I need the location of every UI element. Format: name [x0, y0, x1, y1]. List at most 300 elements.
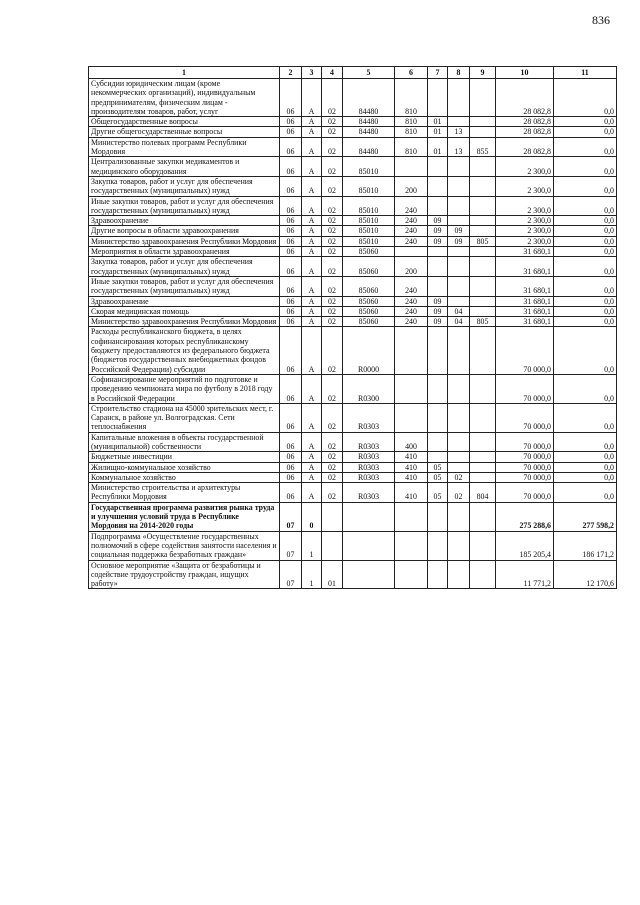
row-name-cell: Министерство строительства и архитектуры Республики Мордовия [89, 483, 280, 503]
activity-code-cell: 02 [322, 327, 343, 374]
program-code-cell: 06 [280, 432, 302, 452]
amount-year1-cell: 31 680,1 [496, 296, 554, 306]
ministry-code-cell [470, 502, 496, 531]
table-header-row [89, 67, 617, 79]
expense-type-cell: 240 [395, 226, 428, 236]
ministry-code-cell [470, 176, 496, 196]
column-header: 7 [428, 67, 448, 79]
expense-type-cell: 410 [395, 452, 428, 462]
subsection-cell [448, 374, 470, 403]
subprogram-code-cell: А [302, 216, 322, 226]
direction-code-cell [343, 560, 395, 589]
subprogram-code-cell: А [302, 257, 322, 277]
direction-code-cell: 85060 [343, 296, 395, 306]
row-name-cell: Министерство полевых программ Республики Мордовия [89, 137, 280, 157]
subprogram-code-cell: А [302, 452, 322, 462]
program-code-cell: 07 [280, 560, 302, 589]
amount-year2-cell: 0,0 [554, 137, 617, 157]
direction-code-cell: R0303 [343, 462, 395, 472]
subprogram-code-cell: А [302, 327, 322, 374]
expense-type-cell [395, 327, 428, 374]
subsection-cell [448, 176, 470, 196]
amount-year1-cell: 70 000,0 [496, 472, 554, 482]
ministry-code-cell [470, 531, 496, 560]
subprogram-code-cell: А [302, 176, 322, 196]
subprogram-code-cell: А [302, 236, 322, 246]
amount-year1-cell: 70 000,0 [496, 462, 554, 472]
amount-year1-cell: 70 000,0 [496, 432, 554, 452]
subprogram-code-cell: А [302, 157, 322, 177]
row-name-cell: Здравоохранение [89, 216, 280, 226]
subsection-cell [448, 296, 470, 306]
amount-year2-cell: 0,0 [554, 472, 617, 482]
amount-year2-cell: 0,0 [554, 462, 617, 472]
table-row [89, 127, 617, 137]
subsection-cell: 02 [448, 483, 470, 503]
section-cell: 01 [428, 137, 448, 157]
amount-year1-cell: 31 680,1 [496, 247, 554, 257]
ministry-code-cell [470, 117, 496, 127]
program-code-cell: 07 [280, 531, 302, 560]
amount-year2-cell: 0,0 [554, 432, 617, 452]
amount-year2-cell: 0,0 [554, 452, 617, 462]
expense-type-cell: 400 [395, 432, 428, 452]
subsection-cell [448, 502, 470, 531]
row-name-cell: Расходы республиканского бюджета, в целях софинансирования которых республиканскому бюджету предоставляются из федерального бюджета (бюджетов государственных внебюджетных фондов Российской Федерации) субсидии [89, 327, 280, 374]
direction-code-cell [343, 531, 395, 560]
amount-year2-cell: 0,0 [554, 483, 617, 503]
subprogram-code-cell: А [302, 137, 322, 157]
subsection-cell [448, 257, 470, 277]
program-code-cell: 06 [280, 483, 302, 503]
activity-code-cell: 02 [322, 472, 343, 482]
program-code-cell: 06 [280, 452, 302, 462]
table-row [89, 531, 617, 560]
activity-code-cell: 02 [322, 117, 343, 127]
section-cell: 05 [428, 472, 448, 482]
amount-year1-cell: 2 300,0 [496, 236, 554, 246]
row-name-cell: Бюджетные инвестиции [89, 452, 280, 462]
ministry-code-cell: 805 [470, 317, 496, 327]
subprogram-code-cell: А [302, 117, 322, 127]
direction-code-cell: R0303 [343, 432, 395, 452]
amount-year1-cell: 28 082,8 [496, 117, 554, 127]
column-header: 2 [280, 67, 302, 79]
amount-year1-cell: 31 680,1 [496, 306, 554, 316]
subsection-cell [448, 403, 470, 432]
activity-code-cell: 02 [322, 276, 343, 296]
activity-code-cell: 02 [322, 483, 343, 503]
column-header: 6 [395, 67, 428, 79]
table-row [89, 226, 617, 236]
amount-year2-cell: 0,0 [554, 79, 617, 117]
amount-year2-cell: 0,0 [554, 127, 617, 137]
section-cell [428, 502, 448, 531]
table-row [89, 452, 617, 462]
activity-code-cell: 02 [322, 432, 343, 452]
activity-code-cell: 01 [322, 560, 343, 589]
direction-code-cell: 85010 [343, 157, 395, 177]
column-header: 9 [470, 67, 496, 79]
section-cell: 09 [428, 216, 448, 226]
section-cell [428, 276, 448, 296]
subprogram-code-cell: 0 [302, 502, 322, 531]
column-header: 4 [322, 67, 343, 79]
direction-code-cell: 84480 [343, 117, 395, 127]
amount-year1-cell: 2 300,0 [496, 157, 554, 177]
section-cell [428, 196, 448, 216]
amount-year2-cell: 0,0 [554, 216, 617, 226]
direction-code-cell: 85010 [343, 216, 395, 226]
subsection-cell [448, 79, 470, 117]
subprogram-code-cell: А [302, 306, 322, 316]
amount-year1-cell: 28 082,8 [496, 79, 554, 117]
subsection-cell: 09 [448, 236, 470, 246]
column-header: 11 [554, 67, 617, 79]
program-code-cell: 06 [280, 117, 302, 127]
table-row [89, 176, 617, 196]
subprogram-code-cell: А [302, 247, 322, 257]
amount-year1-cell: 28 082,8 [496, 127, 554, 137]
program-code-cell: 06 [280, 257, 302, 277]
program-code-cell: 06 [280, 462, 302, 472]
ministry-code-cell [470, 79, 496, 117]
activity-code-cell: 02 [322, 176, 343, 196]
program-code-cell: 06 [280, 374, 302, 403]
amount-year2-cell: 0,0 [554, 306, 617, 316]
direction-code-cell: 85010 [343, 236, 395, 246]
ministry-code-cell [470, 462, 496, 472]
program-code-cell: 06 [280, 327, 302, 374]
direction-code-cell: 85010 [343, 176, 395, 196]
row-name-cell: Другие общегосударственные вопросы [89, 127, 280, 137]
amount-year2-cell: 0,0 [554, 226, 617, 236]
subprogram-code-cell: А [302, 472, 322, 482]
amount-year2-cell: 0,0 [554, 247, 617, 257]
ministry-code-cell [470, 216, 496, 226]
table-row [89, 403, 617, 432]
subprogram-code-cell: А [302, 432, 322, 452]
row-name-cell: Коммунальное хозяйство [89, 472, 280, 482]
program-code-cell: 06 [280, 247, 302, 257]
expense-type-cell [395, 560, 428, 589]
table-body [89, 79, 617, 589]
amount-year2-cell: 0,0 [554, 276, 617, 296]
row-name-cell: Субсидии юридическим лицам (кроме некоммерческих организаций), индивидуальным предпринимателям, физическим лицам - производителям товаров, работ, услуг [89, 79, 280, 117]
row-name-cell: Министерство здравоохранения Республики Мордовия [89, 317, 280, 327]
amount-year1-cell: 31 680,1 [496, 276, 554, 296]
ministry-code-cell: 805 [470, 236, 496, 246]
ministry-code-cell [470, 276, 496, 296]
subsection-cell [448, 462, 470, 472]
subprogram-code-cell: А [302, 127, 322, 137]
amount-year1-cell: 2 300,0 [496, 176, 554, 196]
section-cell [428, 452, 448, 462]
amount-year2-cell: 0,0 [554, 236, 617, 246]
amount-year1-cell: 275 288,6 [496, 502, 554, 531]
table-row [89, 502, 617, 531]
table-row [89, 236, 617, 246]
ministry-code-cell [470, 374, 496, 403]
row-name-cell: Министерство здравоохранения Республики Мордовия [89, 236, 280, 246]
table-row [89, 374, 617, 403]
budget-table [88, 66, 617, 589]
table-row [89, 317, 617, 327]
ministry-code-cell [470, 226, 496, 236]
subsection-cell [448, 247, 470, 257]
row-name-cell: Общегосударственные вопросы [89, 117, 280, 127]
column-header: 5 [343, 67, 395, 79]
program-code-cell: 06 [280, 127, 302, 137]
table-row [89, 432, 617, 452]
ministry-code-cell [470, 257, 496, 277]
ministry-code-cell [470, 196, 496, 216]
amount-year2-cell: 0,0 [554, 157, 617, 177]
section-cell [428, 79, 448, 117]
activity-code-cell: 02 [322, 403, 343, 432]
program-code-cell: 06 [280, 236, 302, 246]
subprogram-code-cell: А [302, 483, 322, 503]
program-code-cell: 06 [280, 403, 302, 432]
row-name-cell: Капитальные вложения в объекты государственной (муниципальной) собственности [89, 432, 280, 452]
direction-code-cell: 84480 [343, 79, 395, 117]
expense-type-cell [395, 157, 428, 177]
program-code-cell: 06 [280, 176, 302, 196]
table-row [89, 560, 617, 589]
section-cell [428, 327, 448, 374]
expense-type-cell [395, 247, 428, 257]
subprogram-code-cell: А [302, 79, 322, 117]
direction-code-cell: 85060 [343, 247, 395, 257]
program-code-cell: 06 [280, 276, 302, 296]
program-code-cell: 06 [280, 79, 302, 117]
section-cell: 09 [428, 296, 448, 306]
table-row [89, 117, 617, 127]
amount-year2-cell: 12 170,6 [554, 560, 617, 589]
expense-type-cell: 240 [395, 236, 428, 246]
section-cell: 01 [428, 117, 448, 127]
section-cell [428, 176, 448, 196]
activity-code-cell: 02 [322, 216, 343, 226]
amount-year2-cell: 0,0 [554, 327, 617, 374]
column-header: 8 [448, 67, 470, 79]
amount-year2-cell: 0,0 [554, 296, 617, 306]
expense-type-cell: 410 [395, 472, 428, 482]
program-code-cell: 06 [280, 196, 302, 216]
section-cell: 09 [428, 236, 448, 246]
direction-code-cell: R0303 [343, 403, 395, 432]
expense-type-cell: 240 [395, 317, 428, 327]
amount-year2-cell: 0,0 [554, 176, 617, 196]
expense-type-cell: 240 [395, 216, 428, 226]
amount-year2-cell: 0,0 [554, 374, 617, 403]
amount-year2-cell: 277 598,2 [554, 502, 617, 531]
amount-year2-cell: 0,0 [554, 403, 617, 432]
expense-type-cell: 240 [395, 306, 428, 316]
section-cell [428, 560, 448, 589]
expense-type-cell [395, 531, 428, 560]
row-name-cell: Основное мероприятие «Защита от безработицы и содействие трудоустройству граждан, ищущих работу» [89, 560, 280, 589]
subsection-cell [448, 276, 470, 296]
table-row [89, 276, 617, 296]
row-name-cell: Софинансирование мероприятий по подготовке и проведению чемпионата мира по футболу в 2018 году в Российской Федерации [89, 374, 280, 403]
section-cell: 09 [428, 306, 448, 316]
ministry-code-cell [470, 296, 496, 306]
amount-year1-cell: 70 000,0 [496, 374, 554, 403]
section-cell [428, 247, 448, 257]
subsection-cell: 13 [448, 137, 470, 157]
activity-code-cell: 02 [322, 257, 343, 277]
expense-type-cell: 810 [395, 79, 428, 117]
program-code-cell: 06 [280, 472, 302, 482]
direction-code-cell: 84480 [343, 137, 395, 157]
subsection-cell [448, 327, 470, 374]
table-row [89, 462, 617, 472]
table-row [89, 483, 617, 503]
direction-code-cell: 85060 [343, 317, 395, 327]
ministry-code-cell [470, 247, 496, 257]
subsection-cell: 09 [448, 226, 470, 236]
amount-year1-cell: 185 205,4 [496, 531, 554, 560]
program-code-cell: 06 [280, 137, 302, 157]
table-row [89, 296, 617, 306]
activity-code-cell [322, 531, 343, 560]
direction-code-cell: 85060 [343, 276, 395, 296]
ministry-code-cell [470, 327, 496, 374]
direction-code-cell: R0300 [343, 374, 395, 403]
row-name-cell: Скорая медицинская помощь [89, 306, 280, 316]
activity-code-cell [322, 502, 343, 531]
activity-code-cell: 02 [322, 317, 343, 327]
section-cell [428, 374, 448, 403]
activity-code-cell: 02 [322, 127, 343, 137]
program-code-cell: 06 [280, 216, 302, 226]
row-name-cell: Централизованные закупки медикаментов и медицинского оборудования [89, 157, 280, 177]
ministry-code-cell: 855 [470, 137, 496, 157]
subsection-cell [448, 157, 470, 177]
amount-year1-cell: 28 082,8 [496, 137, 554, 157]
subprogram-code-cell: А [302, 317, 322, 327]
subprogram-code-cell: А [302, 276, 322, 296]
subprogram-code-cell: А [302, 403, 322, 432]
expense-type-cell: 200 [395, 176, 428, 196]
expense-type-cell: 410 [395, 483, 428, 503]
direction-code-cell: R0303 [343, 452, 395, 462]
activity-code-cell: 02 [322, 374, 343, 403]
subprogram-code-cell: А [302, 196, 322, 216]
activity-code-cell: 02 [322, 296, 343, 306]
table-row [89, 216, 617, 226]
subsection-cell [448, 196, 470, 216]
ministry-code-cell: 804 [470, 483, 496, 503]
direction-code-cell [343, 502, 395, 531]
ministry-code-cell [470, 306, 496, 316]
section-cell: 05 [428, 483, 448, 503]
section-cell [428, 403, 448, 432]
direction-code-cell: 85060 [343, 306, 395, 316]
amount-year1-cell: 2 300,0 [496, 226, 554, 236]
amount-year1-cell: 2 300,0 [496, 196, 554, 216]
direction-code-cell: R0000 [343, 327, 395, 374]
subsection-cell [448, 117, 470, 127]
expense-type-cell [395, 374, 428, 403]
amount-year1-cell: 2 300,0 [496, 216, 554, 226]
amount-year1-cell: 70 000,0 [496, 483, 554, 503]
expense-type-cell: 810 [395, 137, 428, 157]
amount-year1-cell: 70 000,0 [496, 452, 554, 462]
direction-code-cell: 85060 [343, 257, 395, 277]
subsection-cell [448, 216, 470, 226]
section-cell [428, 157, 448, 177]
direction-code-cell: R0303 [343, 472, 395, 482]
subprogram-code-cell: А [302, 374, 322, 403]
expense-type-cell: 810 [395, 117, 428, 127]
amount-year2-cell: 0,0 [554, 257, 617, 277]
subprogram-code-cell: А [302, 296, 322, 306]
ministry-code-cell [470, 432, 496, 452]
table-row [89, 157, 617, 177]
amount-year2-cell: 0,0 [554, 196, 617, 216]
subsection-cell [448, 452, 470, 462]
section-cell: 01 [428, 127, 448, 137]
ministry-code-cell [470, 403, 496, 432]
section-cell: 05 [428, 462, 448, 472]
subprogram-code-cell: А [302, 226, 322, 236]
ministry-code-cell [470, 560, 496, 589]
program-code-cell: 06 [280, 296, 302, 306]
expense-type-cell: 240 [395, 296, 428, 306]
expense-type-cell [395, 403, 428, 432]
row-name-cell: Иные закупки товаров, работ и услуг для обеспечения государственных (муниципальных) нужд [89, 276, 280, 296]
subprogram-code-cell: 1 [302, 560, 322, 589]
direction-code-cell: 85010 [343, 226, 395, 236]
expense-type-cell: 410 [395, 462, 428, 472]
direction-code-cell: R0303 [343, 483, 395, 503]
table-row [89, 196, 617, 216]
row-name-cell: Жилищно-коммунальное хозяйство [89, 462, 280, 472]
amount-year2-cell: 186 171,2 [554, 531, 617, 560]
activity-code-cell: 02 [322, 137, 343, 157]
row-name-cell: Государственная программа развития рынка труда и улучшения условий труда в Республике Мордовия на 2014-2020 годы [89, 502, 280, 531]
expense-type-cell: 200 [395, 257, 428, 277]
program-code-cell: 06 [280, 317, 302, 327]
activity-code-cell: 02 [322, 462, 343, 472]
section-cell [428, 531, 448, 560]
table-row [89, 327, 617, 374]
row-name-cell: Здравоохранение [89, 296, 280, 306]
amount-year1-cell: 11 771,2 [496, 560, 554, 589]
row-name-cell: Закупка товаров, работ и услуг для обеспечения государственных (муниципальных) нужд [89, 257, 280, 277]
subprogram-code-cell: А [302, 462, 322, 472]
ministry-code-cell [470, 157, 496, 177]
direction-code-cell: 85010 [343, 196, 395, 216]
activity-code-cell: 02 [322, 236, 343, 246]
direction-code-cell: 84480 [343, 127, 395, 137]
subsection-cell [448, 531, 470, 560]
row-name-cell: Подпрограмма «Осуществление государственных полномочий в сфере содействия занятости населения и социальная поддержка безработных граждан» [89, 531, 280, 560]
table-row [89, 257, 617, 277]
program-code-cell: 06 [280, 157, 302, 177]
activity-code-cell: 02 [322, 226, 343, 236]
program-code-cell: 06 [280, 306, 302, 316]
table-row [89, 306, 617, 316]
section-cell: 09 [428, 226, 448, 236]
amount-year2-cell: 0,0 [554, 117, 617, 127]
activity-code-cell: 02 [322, 196, 343, 216]
program-code-cell: 07 [280, 502, 302, 531]
row-name-cell: Закупка товаров, работ и услуг для обеспечения государственных (муниципальных) нужд [89, 176, 280, 196]
ministry-code-cell [470, 127, 496, 137]
